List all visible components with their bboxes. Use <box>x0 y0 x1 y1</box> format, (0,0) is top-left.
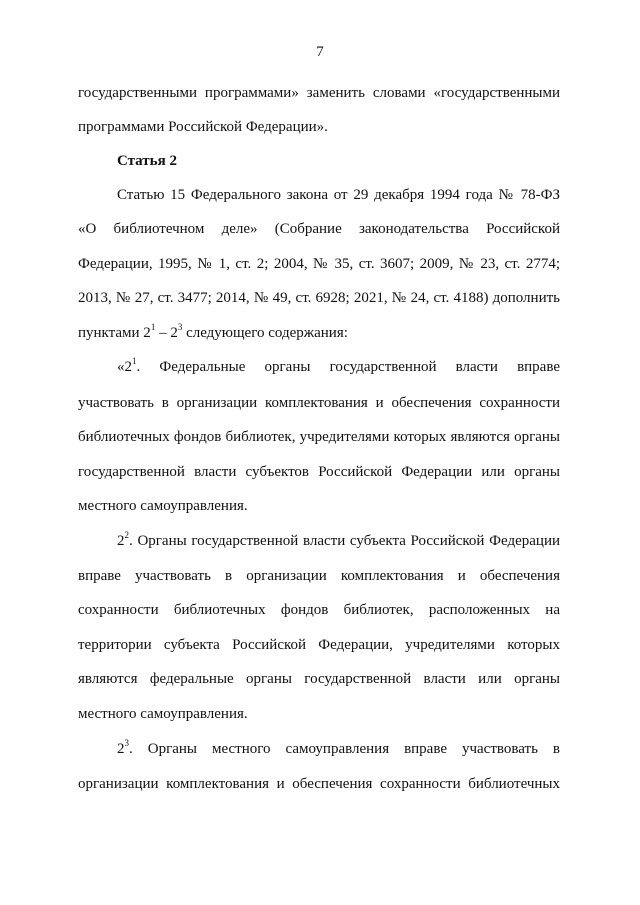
point-1-first-line <box>117 358 560 376</box>
text-line: сохранности библиотечных фондов библиотек, расположенных на <box>78 602 560 618</box>
article-heading: Статья 2 <box>117 153 177 169</box>
point-text: . Органы государственной власти субъекта Российской Федерации <box>129 533 560 549</box>
points-intro-before: пунктами 2 <box>78 325 151 341</box>
point-number: 2 <box>117 533 125 549</box>
text-line: организации комплектования и обеспечения сохранности библиотечных <box>78 776 560 792</box>
page-number: 7 <box>316 44 324 60</box>
text-line: территории субъекта Российской Федерации, учредителями которых <box>78 637 560 653</box>
text-line: библиотечных фондов библиотек, учредителями которых являются органы <box>78 429 560 445</box>
superscript: 2 <box>124 530 129 540</box>
text-line: Федерации, 1995, № 1, ст. 2; 2004, № 35, ст. 3607; 2009, № 23, ст. 2774; <box>78 256 560 272</box>
point-number: «2 <box>117 359 132 375</box>
text-line: участвовать в организации комплектования и обеспечения сохранности <box>78 395 560 411</box>
superscript: 1 <box>132 356 137 366</box>
superscript: 3 <box>177 322 183 332</box>
text-line: Статью 15 Федерального закона от 29 декабря 1994 года № 78-ФЗ <box>117 187 560 203</box>
point-2-first-line <box>117 532 560 550</box>
superscript: 3 <box>124 738 129 748</box>
point-text: . Федеральные органы государственной власти вправе <box>136 359 560 375</box>
text-line: местного самоуправления. <box>78 498 248 514</box>
point-number: 2 <box>117 741 125 757</box>
text-line: 2013, № 27, ст. 3477; 2014, № 49, ст. 6928; 2021, № 24, ст. 4188) дополнить <box>78 290 560 306</box>
text-line: программами Российской Федерации». <box>78 119 328 135</box>
text-line: местного самоуправления. <box>78 706 248 722</box>
point-text: . Органы местного самоуправления вправе участвовать в <box>129 741 560 757</box>
points-intro-after: следующего содержания: <box>182 325 348 341</box>
point-3-first-line <box>117 740 560 758</box>
text-line: государственными программами» заменить словами «государственными <box>78 85 560 101</box>
text-line: «О библиотечном деле» (Собрание законодательства Российской <box>78 221 560 237</box>
points-intro-middle: – 2 <box>155 325 178 341</box>
superscript: 1 <box>150 322 156 332</box>
text-line: вправе участвовать в организации комплектования и обеспечения <box>78 568 560 584</box>
points-intro-line <box>78 324 560 342</box>
text-line: являются федеральные органы государственной власти или органы <box>78 671 560 687</box>
text-line: государственной власти субъектов Российской Федерации или органы <box>78 464 560 480</box>
